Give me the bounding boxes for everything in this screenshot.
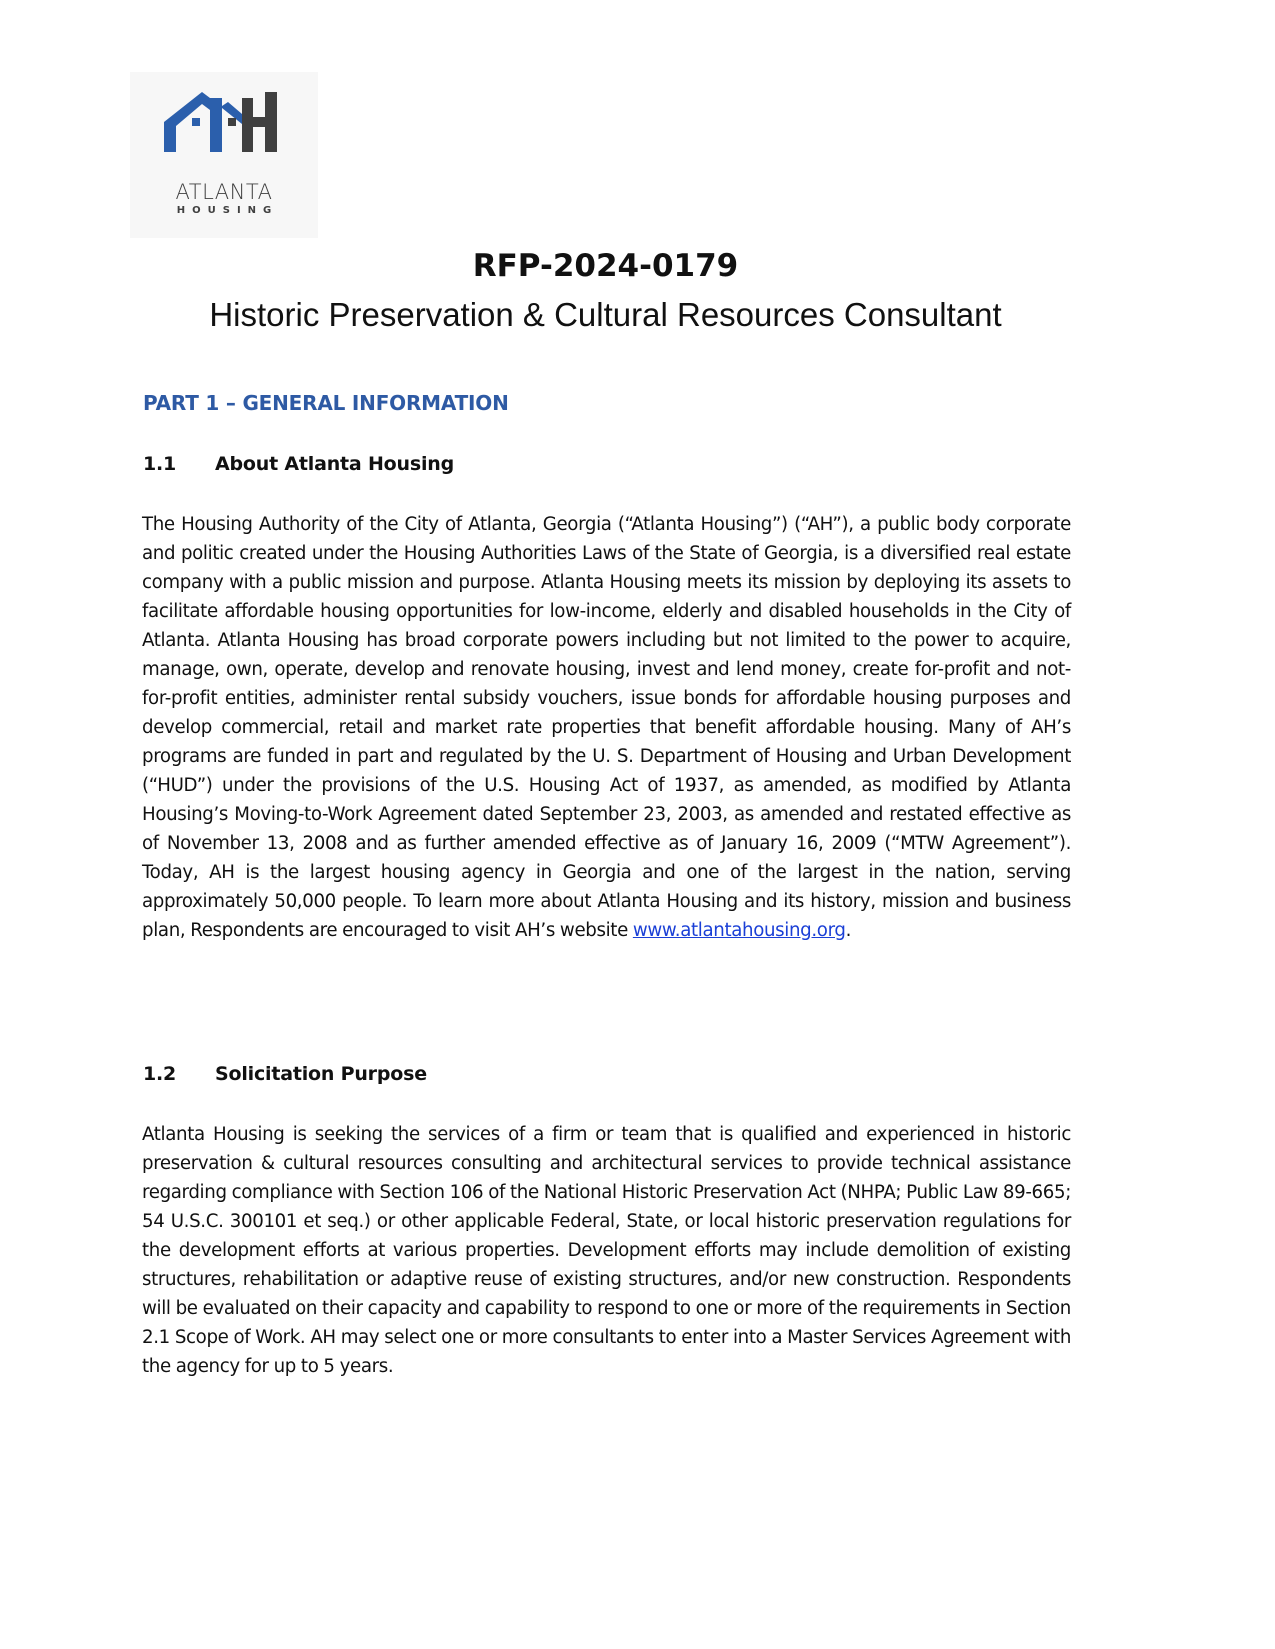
document-title: Historic Preservation & Cultural Resources Consultant [209, 296, 1002, 333]
logo-h-left-bar [242, 98, 253, 152]
section-title: About Atlanta Housing [215, 453, 454, 475]
section-body [142, 510, 1071, 945]
logo-roof-left [164, 92, 210, 152]
logo-word-atlanta: ATLANTA [175, 180, 273, 204]
logo-h-right-bar [265, 92, 277, 152]
section-number: 1.1 [143, 453, 177, 475]
section-title: Solicitation Purpose [215, 1063, 427, 1085]
logo-window-right [228, 118, 236, 126]
website-link[interactable]: www.atlantahousing.org [632, 920, 846, 941]
atlanta-housing-logo [130, 72, 318, 238]
logo-window-left [192, 118, 200, 126]
section-body-text: The Housing Authority of the City of Atlanta, Georgia (“Atlanta Housing”) (“AH”), a public body corporate and politic created under the Housing Authorities Laws of the State of Georgia, is a diversified real estate company with a public mission and purpose. Atlanta Housing meets its mission by deploying its assets to facilitate affordable housing opportunities for low-income, elderly and disabled households in the City of Atlanta. Atlanta Housing has broad corporate powers including but not limited to the power to acquire, manage, own, operate, develop and renovate housing, invest and lend money, create for-profit and not-for-profit entities, administer rental subsidy vouchers, issue bonds for affordable housing purposes and develop commercial, retail and market rate properties that benefit affordable housing. Many of AH’s programs are funded in part and regulated by the U. S. Department of Housing and Urban Development (“HUD”) under the provisions of the U.S. Housing Act of 1937, as amended, as modified by Atlanta Housing’s Moving-to-Work Agreement dated September 23, 2003, as amended and restated effective as of November 13, 2008 and as further amended effective as of January 16, 2009 (“MTW Agreement”). Today, AH is the largest housing agency in Georgia and one of the largest in the nation, serving approximately 50,000 people. To learn more about Atlanta Housing and its history, mission and business plan, Respondents are encouraged to visit AH’s website [142, 514, 1071, 941]
logo-blue-post [210, 98, 222, 152]
section-body-end: . [845, 920, 852, 941]
section-body-text: Atlanta Housing is seeking the services of a firm or team that is qualified and experienced in historic preservation & cultural resources consulting and architectural services to provide technical assistance regarding compliance with Section 106 of the National Historic Preservation Act (NHPA; Public Law 89-665; 54 U.S.C. 300101 et seq.) or other applicable Federal, State, or local historic preservation regulations for the development efforts at various properties. Development efforts may include demolition of existing structures, rehabilitation or adaptive reuse of existing structures, and/or new construction. Respondents will be evaluated on their capacity and capability to respond to one or more of the requirements in Section 2.1 Scope of Work. AH may select one or more consultants to enter into a Master Services Agreement with the agency for up to 5 years. [142, 1124, 1071, 1377]
section-number: 1.2 [143, 1063, 177, 1085]
section-heading [143, 1063, 427, 1085]
logo-h-cross-bar [253, 117, 265, 127]
logo-word-housing: HOUSING [176, 205, 279, 216]
section-body [142, 1120, 1071, 1381]
part-heading: PART 1 – GENERAL INFORMATION [143, 391, 509, 415]
ah-house-mark-icon [130, 72, 318, 182]
document-id: RFP-2024-0179 [472, 248, 739, 284]
section-heading [143, 453, 454, 475]
